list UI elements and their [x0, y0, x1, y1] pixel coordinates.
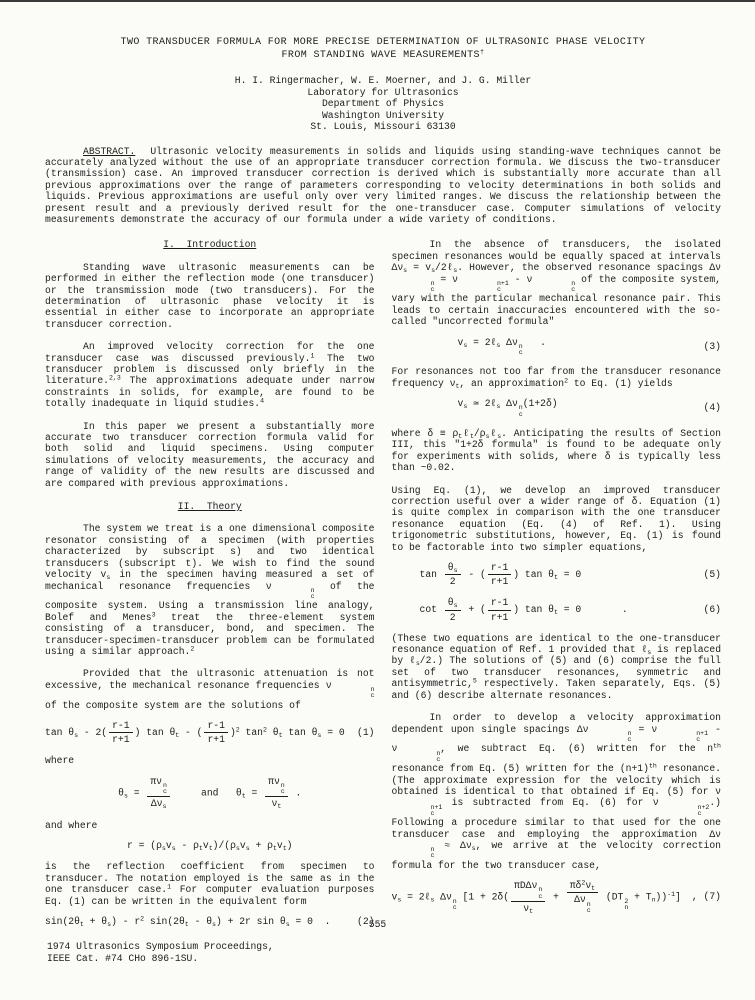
intro-paragraph-3: In this paper we present a substantially more accurate two transducer correction formula valid for both solid and liquid specimens. Using computer simulations of velocity measurements, the accuracy and range of validity of the new results are discussed and are compared with previous approximations. [45, 420, 375, 489]
theta-definitions [45, 776, 375, 810]
and-where-label: and where [45, 819, 98, 831]
equation-2-number: (2) [357, 916, 375, 928]
reflection-coefficient-definition [45, 840, 375, 851]
abstract [45, 146, 721, 226]
two-column-body [45, 239, 721, 937]
proceedings-footnote [47, 941, 274, 964]
right-paragraph-5: (These two equations are identical to the one-transducer resonance equation of Ref. 1 provided that ℓ$_s$ is replaced by ℓ$_s$/2.) The solutions of (5) and (6) comprise the full set of two transducer resonances, symmetric and antisymmetric,$^5$ respectively. Taken separately, Eqs. (5) and (6) describe alternate resonances. [391, 632, 722, 701]
equation-3-body: $v_s$ = 2ℓ$_s$ Δν n c . [457, 336, 546, 357]
affiliation-dept: Department of Physics [321, 98, 445, 109]
proceedings-line-1: 1974 Ultrasonics Symposium Proceedings, [47, 941, 274, 952]
where-label: where [45, 755, 75, 767]
equation-4-number: (4) [703, 402, 721, 414]
right-paragraph-1: In the absence of transducers, the isolated specimen resonances would be equally spaced at intervals $\Delta\nu_s$ = $v_s/2\ell_s$. However, the observed resonance spacings Δν n c = ν n+1 c - ν n c of the composite system, vary with the particular mechanical resonance pair. This leads to certain inaccuracies encountered with the so-called "uncorrected formula" [391, 239, 721, 328]
left-column [45, 239, 375, 937]
intro-paragraph-2: An improved velocity correction for the one transducer case was discussed previously.$^1$ The two transducer problem is discussed only briefly in the literature.$^{2,3}$ The approximations adequate under narrow constraints in solids, for example, are found to be totally inadequate in liquid studies.$^4$ [45, 341, 375, 410]
equation-6-number: (6) [703, 604, 721, 616]
affiliation-city: St. Louis, Missouri 63130 [310, 121, 456, 132]
page-number: 555 [368, 919, 387, 930]
equation-1 [45, 720, 375, 745]
right-paragraph-4: Using Eq. (1), we develop an improved transducer correction useful over a wider range of δ. Equation (1) is quite complex in comparison with the one transducer resonance equation (Eq. (4) of Ref. 1). Using trigonometric substitutions, however, Eq. (1) is found to be factorable into two simpler equations, [391, 484, 721, 553]
section-heading-introduction: I. Introduction [163, 239, 257, 251]
abstract-body: Ultrasonic velocity measurements in solids and liquids using standing-wave techniques cannot be accurately analyzed without the use of an appropriate transducer correction formula. We discuss the two-transducer (transmission) case. An improved transducer correction is derived which is substantially more accurate than all previous approximations over the range of parameters corresponding to velocity determinations in both solids and liquids. Previous approximations are useful only over very limited ranges. We discuss the relationship between the present result and a previously derived result for the one-transducer case. Computer simulations of velocity measurements demonstrate the accuracy of our formula under a wide variety of conditions. [45, 145, 721, 225]
paper-title-line-1: TWO TRANSDUCER FORMULA FOR MORE PRECISE DETERMINATION OF ULTRASONIC PHASE VELOCITY [120, 37, 646, 48]
theory-paragraph-1: The system we treat is a one dimensional composite resonator consisting of a specimen (with properties characterized by subscript s) and two identical transducers (subscript t). We wish to find the sound velocity $v_s$ in the specimen having measured a set of mechanical resonance frequencies ν n c of the composite system. Using a transmission line analogy, Bolef and Menes$^3$ treat the three-element system consisting of a transducer, bond, and specimen. The transducer-specimen-transducer problem can be formulated using a similar approach.$^2$ [45, 523, 375, 657]
reflection-coefficient-body: $r = (\rho_sv_s - \rho_tv_t)/(\rho_sv_s + \rho_tv_t)$ [127, 840, 293, 852]
equation-7-body: $v_s$ = 2ℓ$_s$ Δν n c [1 + 2δ( πDΔν n c $\nu_t$ + $\pi\delta^2\nu_t$ Δν n c (DT 2 n + $T_n))^{-1}$] [391, 879, 681, 915]
section-heading-theory: II. Theory [177, 501, 242, 513]
equation-1-number: (1) [357, 726, 375, 738]
abstract-label: ABSTRACT. [83, 145, 136, 157]
right-paragraph-3: where $\delta \equiv \rho_t\ell_t/\rho_s\ell_s$. Anticipating the results of Section III, this "1+2δ formula" is found to be adequate only for experiments with solids, where δ is typically less than ~0.02. [391, 427, 721, 474]
equation-3 [392, 337, 722, 357]
equation-4-body: $v_s$ ≃ 2ℓ$_s$ Δν n c (1+2δ) [457, 398, 558, 418]
proceedings-line-2: IEEE Cat. #74 CHo 896-1SU. [47, 952, 199, 964]
equation-5-number: (5) [703, 569, 721, 580]
right-column [392, 239, 722, 937]
intro-paragraph-1: Standing wave ultrasonic measurements can be performed in either the reflection mode (one transducer) or the transmission mode (two transducers). For the determination of ultrasonic phase velocity it is essential in either case to incorporate an appropriate transducer correction. [45, 261, 375, 330]
equation-4 [392, 398, 722, 418]
theta-definitions-body: $\theta_s$ = πν n c $\Delta\nu_s$ and $\theta_t$ = πν n c $\nu_t$ . [118, 775, 302, 811]
theory-paragraph-2: Provided that the ultrasonic attenuation is not excessive, the mechanical resonance frequencies ν n c of the composite system are the solutions of [45, 668, 375, 711]
equation-7-number: , (7) [691, 891, 721, 903]
equation-6-body: cot $\frac{\theta_s}{2}$ + ( $\frac{r-1}{r+1}$ ) $\tan \theta_t = 0$ . [419, 597, 628, 623]
affiliation-lab: Laboratory for Ultrasonics [307, 86, 459, 98]
equation-6 [392, 597, 722, 622]
equation-3-number: (3) [703, 340, 721, 352]
right-paragraph-6: In order to develop a velocity approximation dependent upon single spacings Δν n c = ν n+1 c - ν n c , we subtract Eq. (6) written for the $n^{th}$ resonance from Eq. (5) written for the $(n+1)^{th}$ resonance. (The approximate expression for the velocity which is obtained is identical to that obtained if Eq. (5) for ν n+1 c is subtracted from Eq. (6) for ν n+2 c .) Following a procedure similar to that used for the one transducer case and employing the approximation Δν n c ≈ $\Delta\nu_s$, we arrive at the velocity correction formula for the two transducer case, [391, 712, 721, 871]
paper-title-line-2: FROM STANDING WAVE MEASUREMENTS† [281, 48, 485, 61]
equation-1-body: $\tan \theta_s - 2$( $\frac{r-1}{r+1}$ ) $\tan \theta_t$ - ( $\frac{r-1}{r+1}$ )$^2$ $\tan^2 \theta_t$ $\tan \theta_s = 0$ [45, 719, 345, 746]
equation-7 [392, 880, 722, 914]
equation-5-body: tan $\frac{\theta_s}{2}$ - ( $\frac{r-1}{r+1}$ ) $\tan \theta_t = 0$ [419, 562, 582, 588]
right-paragraph-2: For resonances not too far from the transducer resonance frequency $\nu_t$, an approximation$^2$ to Eq. (1) yields [391, 366, 721, 390]
authors-line: H. I. Ringermacher, W. E. Moerner, and J. G. Miller [234, 75, 532, 86]
equation-5 [392, 562, 722, 587]
theory-paragraph-3: is the reflection coefficient from specimen to transducer. The notation employed is the same as in the one transducer case.$^1$ For computer evaluation purposes Eq. (1) can be written in the equivalent form [45, 861, 375, 907]
affiliation-university: Washington University [321, 109, 445, 121]
title-block [45, 36, 721, 62]
authors-block [45, 75, 721, 133]
equation-2-body: $\sin(2\theta_t + \theta_s) - r^2$ $\sin(2\theta_t - \theta_s) + 2r$ $\sin \theta_s = 0$ . [45, 915, 331, 929]
